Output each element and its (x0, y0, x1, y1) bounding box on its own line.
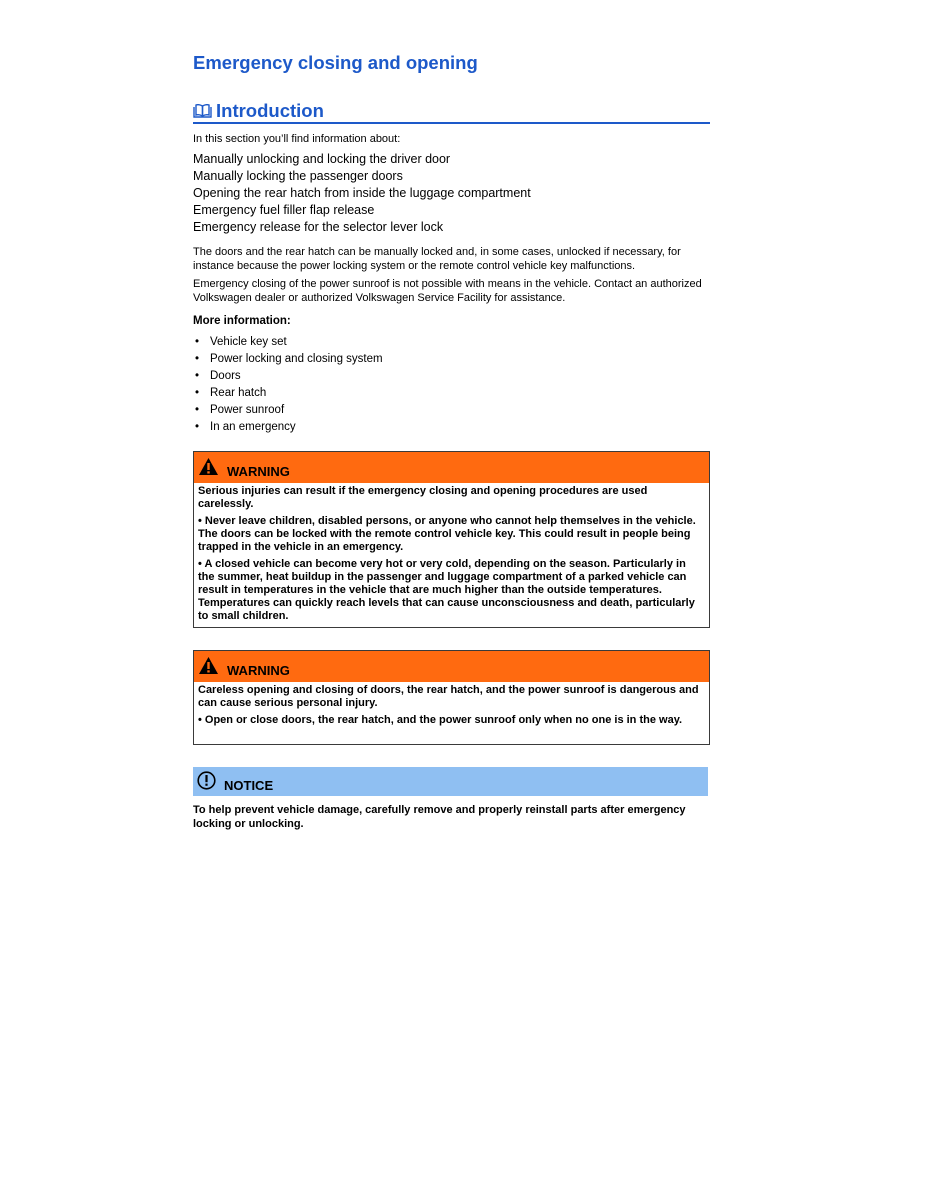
topic-item: Manually unlocking and locking the driver door (193, 152, 451, 166)
notice-header (193, 767, 708, 796)
section-heading (193, 100, 710, 124)
warning-box (193, 650, 710, 745)
topic-item: Opening the rear hatch from inside the luggage compartment (193, 186, 531, 200)
more-info-link-text: Power locking and closing system (210, 353, 383, 365)
more-info-link[interactable] (193, 419, 383, 436)
exclamation-circle-icon (197, 771, 216, 790)
warning-box (193, 451, 710, 628)
more-info-list (193, 334, 383, 436)
warning-text: Serious injuries can result if the emergency closing and opening procedures are used carelessly. (198, 485, 648, 510)
notice-text: To help prevent vehicle damage, carefully remove and properly reinstall parts after emergency locking or unlocking. (193, 804, 686, 830)
more-info-link[interactable] (193, 368, 383, 385)
warning-text: • Never leave children, disabled persons, or anyone who cannot help themselves in the vehicle. The doors can be locked with the remote control vehicle key. This could result in people being trapped in the vehicle in an emergency. (198, 515, 696, 553)
topic-item: Emergency release for the selector lever lock (193, 220, 444, 234)
bullet: • (195, 404, 200, 416)
bullet: • (195, 387, 200, 399)
more-info-link-text: Power sunroof (210, 404, 285, 416)
more-info-link-text: Doors (210, 370, 241, 382)
page-title: Emergency closing and opening (193, 52, 478, 73)
warning-triangle-icon (198, 457, 219, 476)
bullet: • (195, 370, 200, 382)
section-heading-text: Introduction (216, 100, 324, 121)
bullet: • (195, 421, 200, 433)
warning-label: WARNING (227, 464, 290, 479)
body-paragraph: The doors and the rear hatch can be manually locked and, in some cases, unlocked if necessary, for instance because the power locking system or the remote control vehicle key malfunctions. (193, 246, 681, 272)
intro-lead: In this section you’ll find information about: (193, 133, 401, 145)
warning-triangle-icon (198, 656, 219, 675)
more-info-link[interactable] (193, 402, 383, 419)
warning-body (194, 682, 709, 727)
topic-list (193, 151, 531, 236)
topic-item: Emergency fuel filler flap release (193, 203, 375, 217)
body-paragraph: Emergency closing of the power sunroof is not possible with means in the vehicle. Contact an authorized Volkswagen dealer or authorized Volkswagen Service Facility for assistance. (193, 278, 702, 304)
more-info-link[interactable] (193, 385, 383, 402)
bullet: • (195, 353, 200, 365)
notice-label: NOTICE (224, 778, 274, 793)
more-info-link[interactable] (193, 334, 383, 351)
topic-item: Manually locking the passenger doors (193, 169, 403, 183)
more-info-link[interactable] (193, 351, 383, 368)
more-info-link-text: Vehicle key set (210, 336, 287, 348)
more-info-link-text: Rear hatch (210, 387, 267, 399)
warning-text: Careless opening and closing of doors, the rear hatch, and the power sunroof is dangerous and can cause serious personal injury. (198, 684, 699, 709)
book-icon (193, 104, 212, 118)
warning-label: WARNING (227, 663, 290, 678)
bullet: • (195, 336, 200, 348)
more-info-link-text: In an emergency (210, 421, 296, 433)
warning-text: • A closed vehicle can become very hot or very cold, depending on the season. Particularly in the summer, heat buildup in the passenger and luggage compartment of a parked vehicle can result in temperatures in the vehicle that are much higher than the outside temperatures. Temperatures can quickly reach levels that can cause unconsciousness and death, particularly to small children. (198, 558, 695, 622)
more-info-title: More information: (193, 315, 291, 327)
warning-header (194, 651, 709, 682)
warning-body (194, 483, 709, 623)
warning-text: • Open or close doors, the rear hatch, and the power sunroof only when no one is in the way. (198, 714, 683, 726)
warning-header (194, 452, 709, 483)
